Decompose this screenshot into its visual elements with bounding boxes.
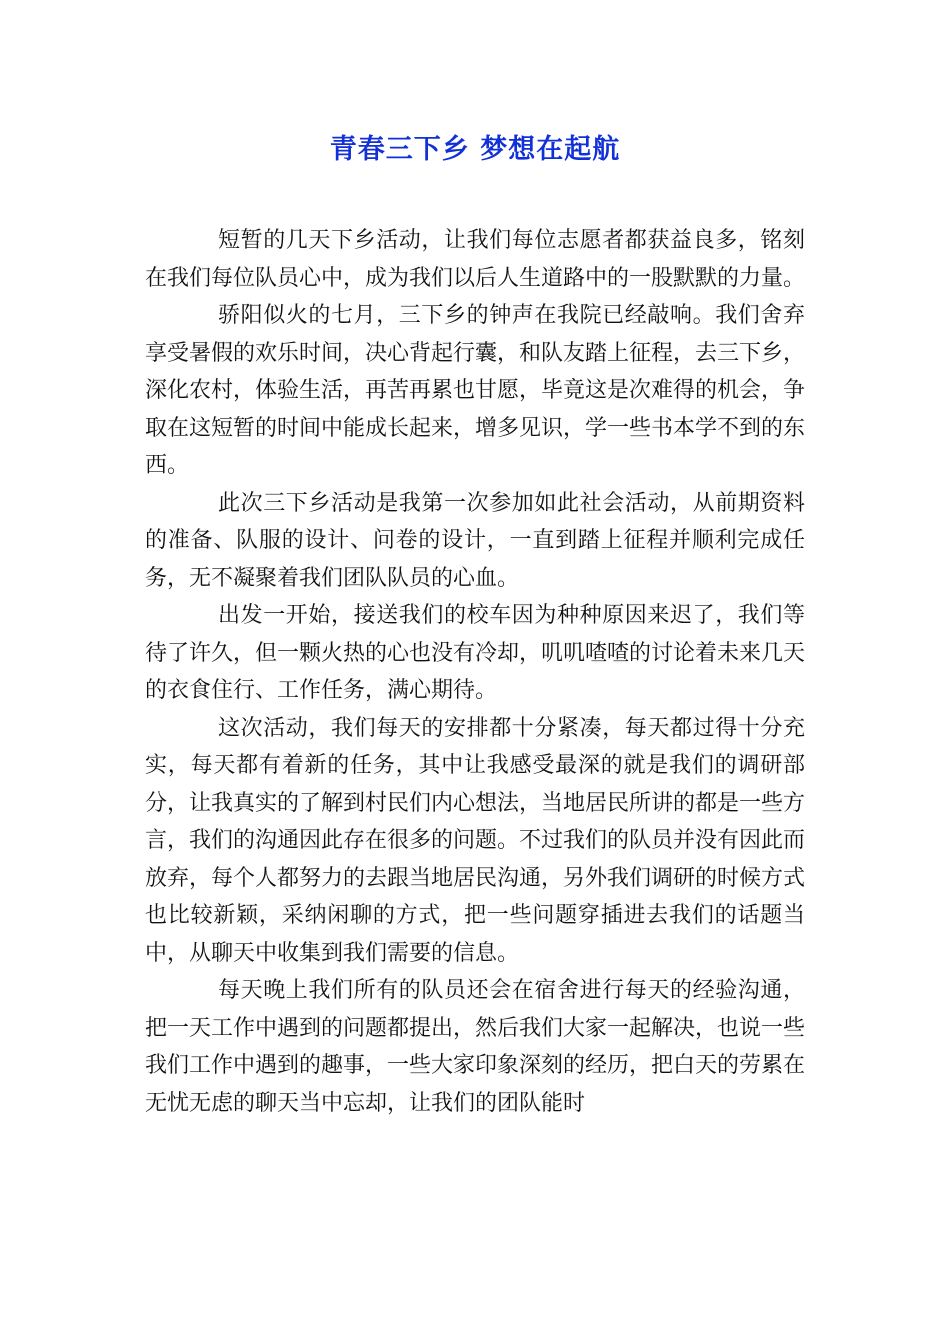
document-body [145, 222, 805, 1122]
document-title: 青春三下乡 梦想在起航 [329, 134, 621, 165]
paragraph-3: 此次三下乡活动是我第一次参加如此社会活动，从前期资料的准备、队服的设计、问卷的设计，一直到踏上征程并顺利完成任务，无不凝聚着我们团队队员的心血。 [145, 490, 805, 591]
paragraph-4: 出发一开始，接送我们的校车因为种种原因来迟了，我们等待了许久，但一颗火热的心也没有冷却，叽叽喳喳的讨论着未来几天的衣食住行、工作任务，满心期待。 [145, 603, 806, 703]
paragraph-6: 每天晚上我们所有的队员还会在宿舍进行每天的经验沟通，把一天工作中遇到的问题都提出，然后我们大家一起解决，也说一些我们工作中遇到的趣事，一些大家印象深刻的经历，把白天的劳累在无忧无虑的聊天当中忘却，让我们的团队能时 [145, 978, 806, 1116]
paragraph-2: 骄阳似火的七月，三下乡的钟声在我院已经敲响。我们舍弃享受暑假的欢乐时间，决心背起行囊，和队友踏上征程，去三下乡，深化农村，体验生活，再苦再累也甘愿，毕竟这是次难得的机会，争取在这短暂的时间中能成长起来，增多见识，学一些书本学不到的东西。 [145, 303, 806, 478]
paragraph-5: 这次活动，我们每天的安排都十分紧凑，每天都过得十分充实，每天都有着新的任务，其中让我感受最深的就是我们的调研部分，让我真实的了解到村民们内心想法，当地居民所讲的都是一些方言，我们的沟通因此存在很多的问题。不过我们的队员并没有因此而放弃，每个人都努力的去跟当地居民沟通，另外我们调研的时候方式也比较新颖，采纳闲聊的方式，把一些问题穿插进去我们的话题当中，从聊天中收集到我们需要的信息。 [145, 715, 806, 966]
paragraph-1: 短暂的几天下乡活动，让我们每位志愿者都获益良多，铭刻在我们每位队员心中，成为我们以后人生道路中的一股默默的力量。 [145, 228, 806, 291]
